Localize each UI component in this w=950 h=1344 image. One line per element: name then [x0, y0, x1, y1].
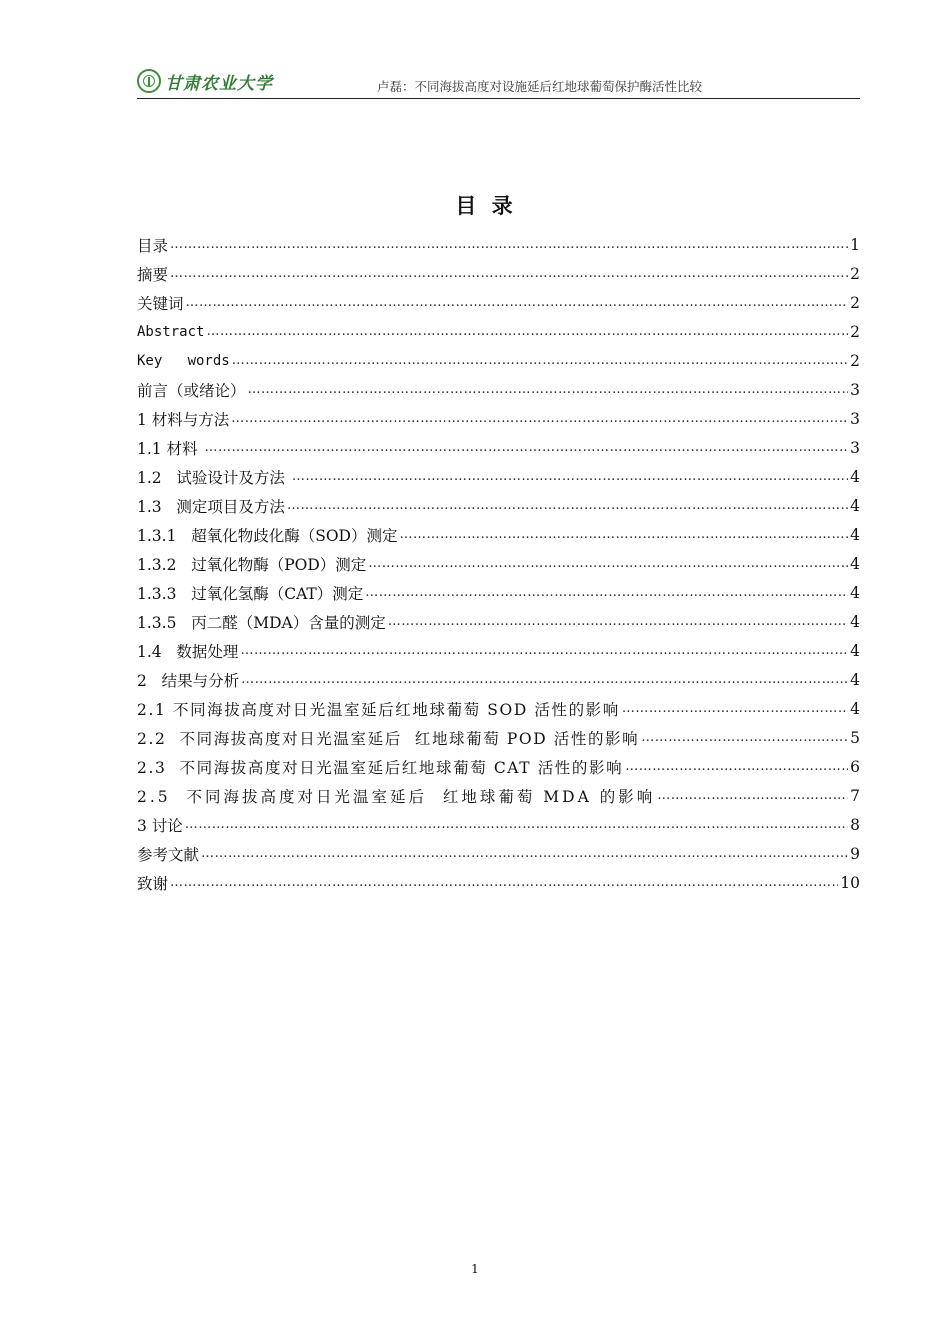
- toc-entry[interactable]: [137, 433, 860, 462]
- toc-entry[interactable]: [137, 317, 860, 346]
- toc-entry[interactable]: [137, 462, 860, 491]
- toc-entry[interactable]: [137, 520, 860, 549]
- toc-leader-dots: [186, 295, 849, 310]
- toc-entry[interactable]: [137, 781, 860, 810]
- toc-entry-page: 3: [850, 438, 860, 457]
- toc-entry-page: 6: [850, 757, 860, 776]
- toc-entry-page: 4: [850, 525, 860, 544]
- toc-leader-dots: [206, 324, 848, 339]
- toc-entry-label: Abstract: [137, 323, 205, 340]
- toc-entry-page: 2: [850, 322, 860, 341]
- toc-entry[interactable]: [137, 723, 860, 752]
- toc-entry-label: 1.4 数据处理: [137, 642, 239, 661]
- toc-entry-label: 参考文献: [137, 845, 200, 864]
- toc-entry-page: 4: [850, 496, 860, 515]
- toc-leader-dots: [287, 498, 848, 513]
- toc-leader-dots: [388, 614, 848, 629]
- toc-entry-label: 1 材料与方法: [137, 410, 230, 429]
- toc-entry[interactable]: [137, 404, 860, 433]
- toc-entry-label: 2.3 不同海拔高度对日光温室延后红地球葡萄 CAT 活性的影响: [137, 758, 624, 777]
- toc-entry-label: 前言（或绪论）: [137, 381, 246, 400]
- toc-entry[interactable]: [137, 230, 860, 259]
- toc-entry-page: 5: [850, 728, 860, 747]
- toc-entry-label: 摘要: [137, 265, 169, 284]
- toc-entry[interactable]: [137, 665, 860, 694]
- toc-entry[interactable]: [137, 578, 860, 607]
- toc-entry-label: 1.3.5 丙二醛（MDA）含量的测定: [137, 613, 386, 632]
- toc-leader-dots: [170, 875, 838, 890]
- toc-leader-dots: [622, 701, 848, 716]
- table-of-contents: [137, 230, 860, 897]
- toc-entry-page: 4: [850, 583, 860, 602]
- toc-entry-page: 4: [850, 554, 860, 573]
- toc-entry-page: 4: [850, 612, 860, 631]
- toc-entry-page: 4: [850, 641, 860, 660]
- header-title: 卢磊：不同海拔高度对设施延后红地球葡萄保护酶活性比较: [377, 79, 703, 94]
- toc-entry[interactable]: [137, 259, 860, 288]
- toc-entry-page: 2: [850, 264, 860, 283]
- toc-entry-page: 4: [850, 670, 860, 689]
- toc-entry[interactable]: [137, 607, 860, 636]
- toc-leader-dots: [240, 643, 848, 658]
- toc-entry[interactable]: [137, 810, 860, 839]
- toc-leader-dots: [205, 440, 849, 455]
- toc-entry-label: 2.1 不同海拔高度对日光温室延后红地球葡萄 SOD 活性的影响: [137, 700, 620, 719]
- toc-entry-page: 2: [850, 351, 860, 370]
- toc-entry-label: 1.2 试验设计及方法: [137, 468, 290, 487]
- toc-entry-page: 4: [850, 699, 860, 718]
- toc-leader-dots: [399, 527, 848, 542]
- toc-leader-dots: [641, 730, 848, 745]
- university-logo-text: 甘肃农业大学: [165, 73, 273, 94]
- toc-entry[interactable]: [137, 839, 860, 868]
- toc-entry-label: 关键词: [137, 294, 184, 313]
- toc-leader-dots: [170, 237, 848, 252]
- university-logo: [137, 68, 273, 94]
- toc-entry[interactable]: [137, 549, 860, 578]
- toc-leader-dots: [625, 759, 848, 774]
- toc-entry-page: 10: [840, 873, 860, 892]
- toc-leader-dots: [657, 788, 848, 803]
- toc-entry[interactable]: [137, 491, 860, 520]
- toc-entry-label: 1.3 测定项目及方法: [137, 497, 285, 516]
- toc-leader-dots: [241, 672, 848, 687]
- toc-leader-dots: [292, 469, 848, 484]
- toc-entry-page: 1: [850, 235, 860, 254]
- toc-entry-label: 1.3.3 过氧化氢酶（CAT）测定: [137, 584, 364, 603]
- toc-title: 目 录: [455, 194, 517, 218]
- toc-entry-label: 2.2 不同海拔高度对日光温室延后 红地球葡萄 POD 活性的影响: [137, 729, 640, 748]
- toc-leader-dots: [231, 411, 848, 426]
- toc-entry[interactable]: [137, 346, 860, 375]
- toc-entry[interactable]: [137, 375, 860, 404]
- toc-entry-label: 致谢: [137, 874, 169, 893]
- toc-entry-page: 3: [850, 409, 860, 428]
- toc-entry-label: 2.5 不同海拔高度对日光温室延后 红地球葡萄 MDA 的影响: [137, 787, 656, 806]
- toc-leader-dots: [185, 817, 848, 832]
- toc-entry-label: 1.1 材料: [137, 439, 203, 458]
- toc-entry-label: Key words: [137, 352, 230, 369]
- toc-entry-page: 7: [850, 786, 860, 805]
- toc-entry-page: 3: [850, 380, 860, 399]
- toc-entry-label: 1.3.1 超氧化物歧化酶（SOD）测定: [137, 526, 398, 545]
- toc-entry[interactable]: [137, 752, 860, 781]
- toc-leader-dots: [368, 556, 848, 571]
- page-number: 1: [471, 1262, 479, 1276]
- toc-leader-dots: [248, 382, 849, 397]
- toc-leader-dots: [232, 353, 848, 368]
- toc-entry-page: 9: [850, 844, 860, 863]
- toc-entry[interactable]: [137, 636, 860, 665]
- toc-entry[interactable]: [137, 694, 860, 723]
- toc-entry[interactable]: [137, 288, 860, 317]
- toc-leader-dots: [365, 585, 848, 600]
- toc-entry[interactable]: [137, 868, 860, 897]
- page-header: [137, 66, 860, 99]
- university-seal-icon: [137, 69, 161, 93]
- toc-entry-label: 2 结果与分析: [137, 671, 240, 690]
- toc-entry-label: 1.3.2 过氧化物酶（POD）测定: [137, 555, 367, 574]
- toc-entry-label: 3 讨论: [137, 816, 183, 835]
- toc-entry-label: 目录: [137, 236, 169, 255]
- toc-leader-dots: [201, 846, 848, 861]
- toc-entry-page: 8: [850, 815, 860, 834]
- toc-entry-page: 4: [850, 467, 860, 486]
- toc-entry-page: 2: [850, 293, 860, 312]
- toc-leader-dots: [170, 266, 848, 281]
